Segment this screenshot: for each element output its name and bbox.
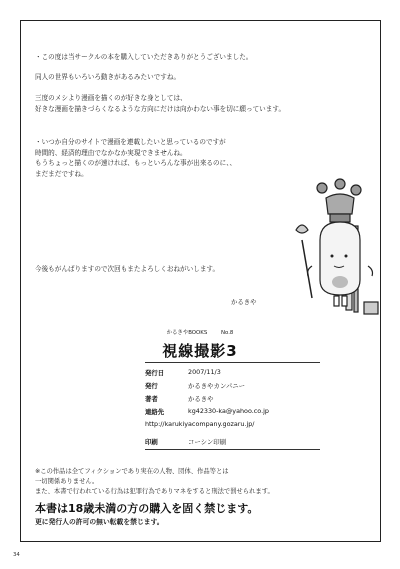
afterword-paragraph-5: 今後もがんばりますので次回もまたよろしくおねがいします。 [35,265,220,273]
colophon-value: コーシン印刷 [188,438,227,446]
mascot-illustration [290,170,390,320]
afterword-paragraph-2: 同人の世界もいろいろ動きがあるみたいですね。 [35,73,181,81]
afterword-paragraph-4: ・いつか自分のサイトで漫画を連載したいと思っているのですが 時間的、経済的理由でなかなか実現できませんね。 もうちょっと描くのが速ければ、もっといろんな事が出来るのに、、 まだまだですね。 [35,138,237,178]
author-signature: かるきや [231,298,257,306]
colophon-value: 2007/11/3 [188,368,221,376]
colophon-row-author [145,392,315,405]
colophon-key: 連絡先 [145,408,165,416]
fiction-notice: ※この作品は全てフィクションであり実在の人物、団体、作品等とは 一切関係ありません。 また、本書で行われている行為は犯罪行為でありマネをすると刑法で罰せられます。 [35,468,274,495]
colophon-row-url [145,418,315,431]
colophon-value: かるきやカンパニー [188,382,246,390]
contact-email: kg42330-ka@yahoo.co.jp [188,407,269,415]
colophon-row-contact [145,405,315,418]
colophon-table [145,366,315,448]
page-number: 34 [13,552,20,558]
colophon-row-printer [145,435,315,448]
age-restriction-warning: 本書は18歳未満の方の購入を固く禁じます。 [35,502,259,515]
book-series-line [0,328,400,336]
colophon-row-date [145,366,315,379]
website-url: http://karukiyacompany.gozaru.jp/ [145,420,255,428]
colophon-key: 著者 [145,395,158,403]
colophon-value: かるきや [188,395,214,403]
colophon-top-rule [145,362,320,363]
series-name: かるきやBOOKS [166,330,208,336]
colophon-key: 発行日 [145,369,165,377]
colophon-key: 発行 [145,382,158,390]
series-number: No.8 [220,330,234,336]
colophon-key: 印刷 [145,438,158,446]
colophon-bottom-rule [145,449,320,450]
afterword-paragraph-1: ・この度は当サークルの本を購入していただきありがとうございました。 [35,53,253,61]
afterword-paragraph-3: 三度のメシより漫画を描くのが好きな身としては、 好きな漫画を描きづらくなるような方向にだけは向かわない事を切に願っています。 [35,94,286,113]
book-title: 視線撮影3 [162,342,238,360]
reprint-prohibition: 更に発行人の許可の無い転載を禁じます。 [35,518,164,526]
colophon-row-publisher [145,379,315,392]
